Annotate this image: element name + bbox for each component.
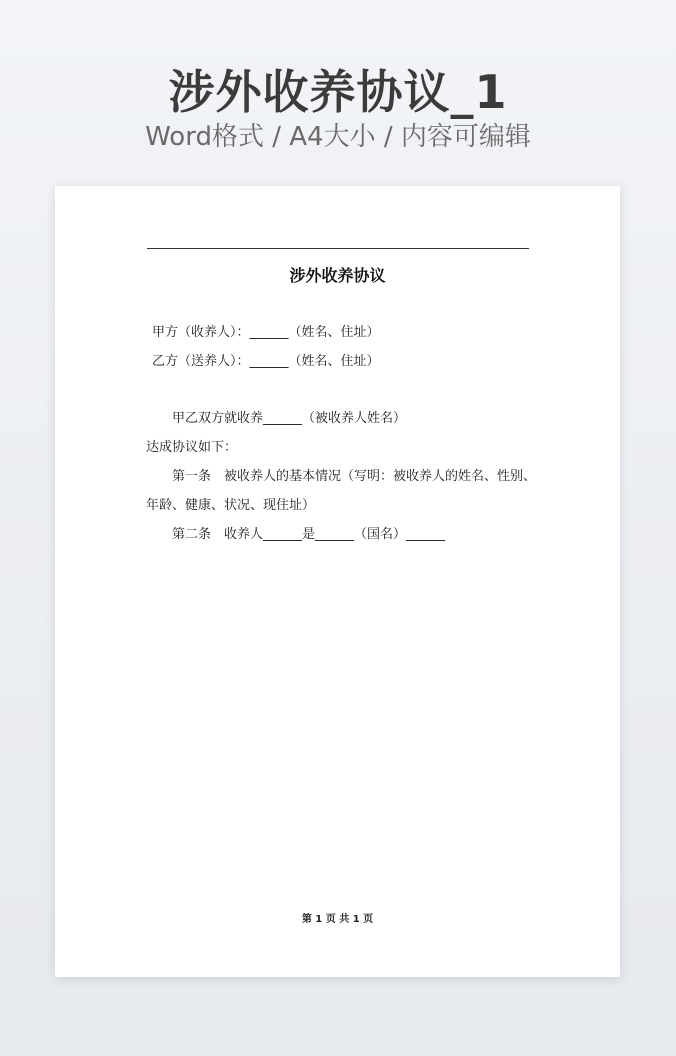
agreement-intro-line-2: 达成协议如下： — [146, 440, 238, 455]
document-title: 涉外收养协议 — [289, 266, 386, 285]
article-one-line: 第一条 被收养人的基本情况（写明：被收养人的姓名、性别、 — [172, 469, 537, 484]
document-page — [55, 186, 620, 977]
banner-title: 涉外收养协议_1 — [168, 65, 508, 119]
header-rule — [147, 248, 529, 249]
banner-subtitle: Word格式 / A4大小 / 内容可编辑 — [145, 122, 531, 152]
agreement-intro-line: 甲乙双方就收养______（被收养人姓名） — [172, 411, 407, 426]
party-a-line: 甲方（收养人）：______（姓名、住址） — [152, 325, 380, 340]
page-footer: 第 1 页 共 1 页 — [301, 914, 374, 925]
party-b-line: 乙方（送养人）：______（姓名、住址） — [152, 354, 380, 369]
article-two-line: 第二条 收养人______是______（国名）______ — [172, 527, 446, 542]
article-one-line-2: 年龄、健康、状况、现住址） — [146, 498, 316, 513]
